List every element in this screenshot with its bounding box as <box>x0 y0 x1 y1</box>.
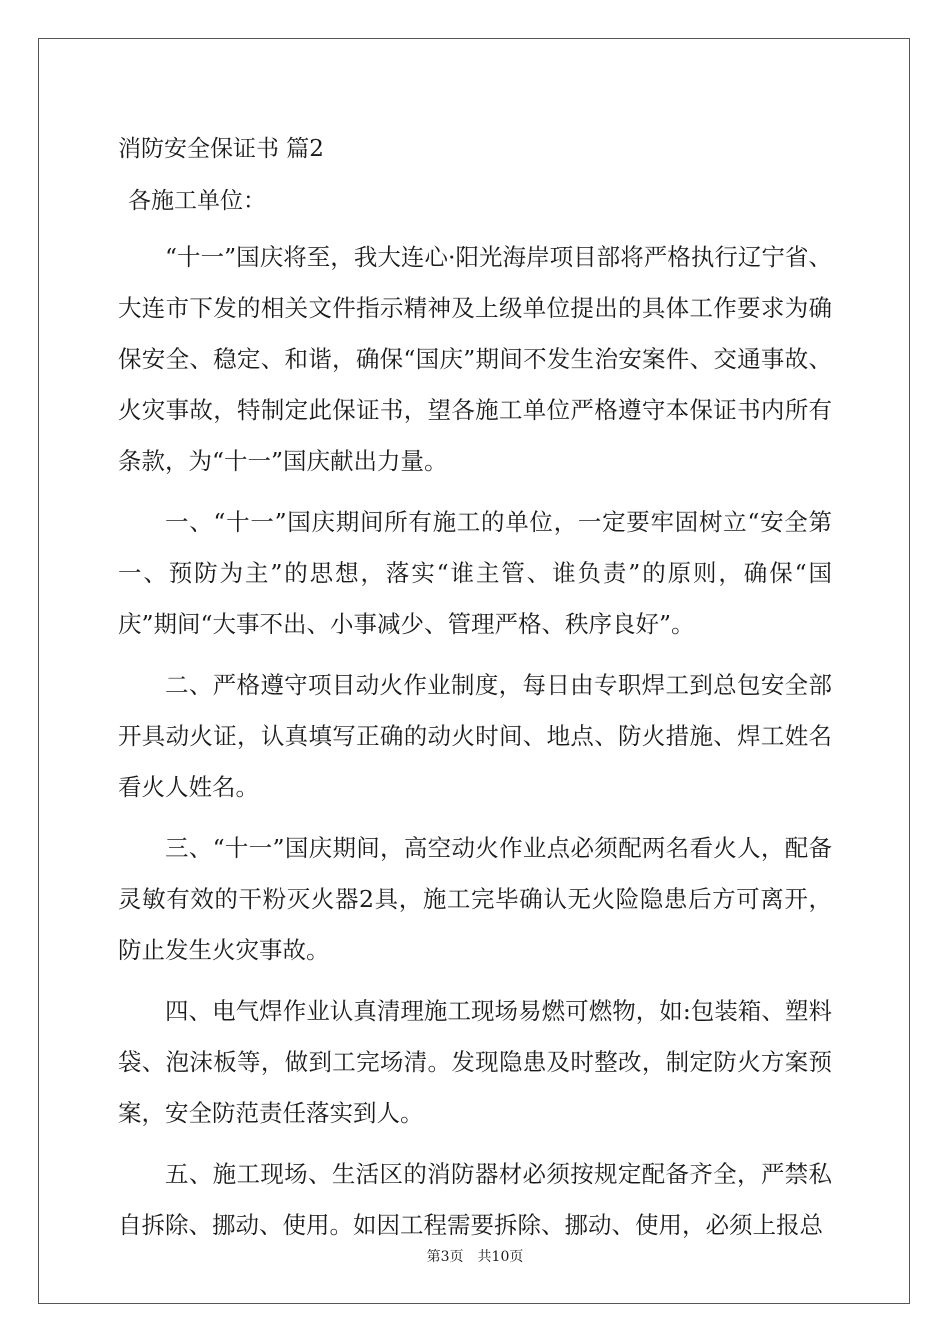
paragraph-item-2: 二、严格遵守项目动火作业制度，每日由专职焊工到总包安全部开具动火证，认真填写正确的动火时间、地点、防火措施、焊工姓名看火人姓名。 <box>118 671 832 801</box>
page-number: 第3页 共10页 <box>426 1249 524 1265</box>
paragraph-item-4: 四、电气焊作业认真清理施工现场易燃可燃物，如:包装箱、塑料袋、泡沫板等，做到工完场清。发现隐患及时整改，制定防火方案预案，安全防范责任落实到人。 <box>118 997 832 1127</box>
paragraph-item-3: 三、“十一”国庆期间，高空动火作业点必须配两名看火人，配备灵敏有效的干粉灭火器2具，施工完毕确认无火险隐患后方可离开，防止发生火灾事故。 <box>118 834 832 964</box>
document-body <box>118 232 832 1261</box>
paragraph-item-5: 五、施工现场、生活区的消防器材必须按规定配备齐全，严禁私自拆除、挪动、使用。如因工程需要拆除、挪动、使用，必须上报总 <box>118 1160 832 1239</box>
paragraph-item-1: 一、“十一”国庆期间所有施工的单位，一定要牢固树立“安全第一、预防为主”的思想，落实“谁主管、谁负责”的原则，确保“国庆”期间“大事不出、小事减少、管理严格、秩序良好”。 <box>118 508 832 638</box>
document-title: 消防安全保证书 篇2 <box>118 136 324 162</box>
salutation: 各施工单位： <box>128 188 266 214</box>
paragraph-intro: “十一”国庆将至，我大连心·阳光海岸项目部将严格执行辽宁省、大连市下发的相关文件指示精神及上级单位提出的具体工作要求为确保安全、稳定、和谐，确保“国庆”期间不发生治安案件、交通事故、火灾事故，特制定此保证书，望各施工单位严格遵守本保证书内所有条款，为“十一”国庆献出力量。 <box>118 243 832 475</box>
